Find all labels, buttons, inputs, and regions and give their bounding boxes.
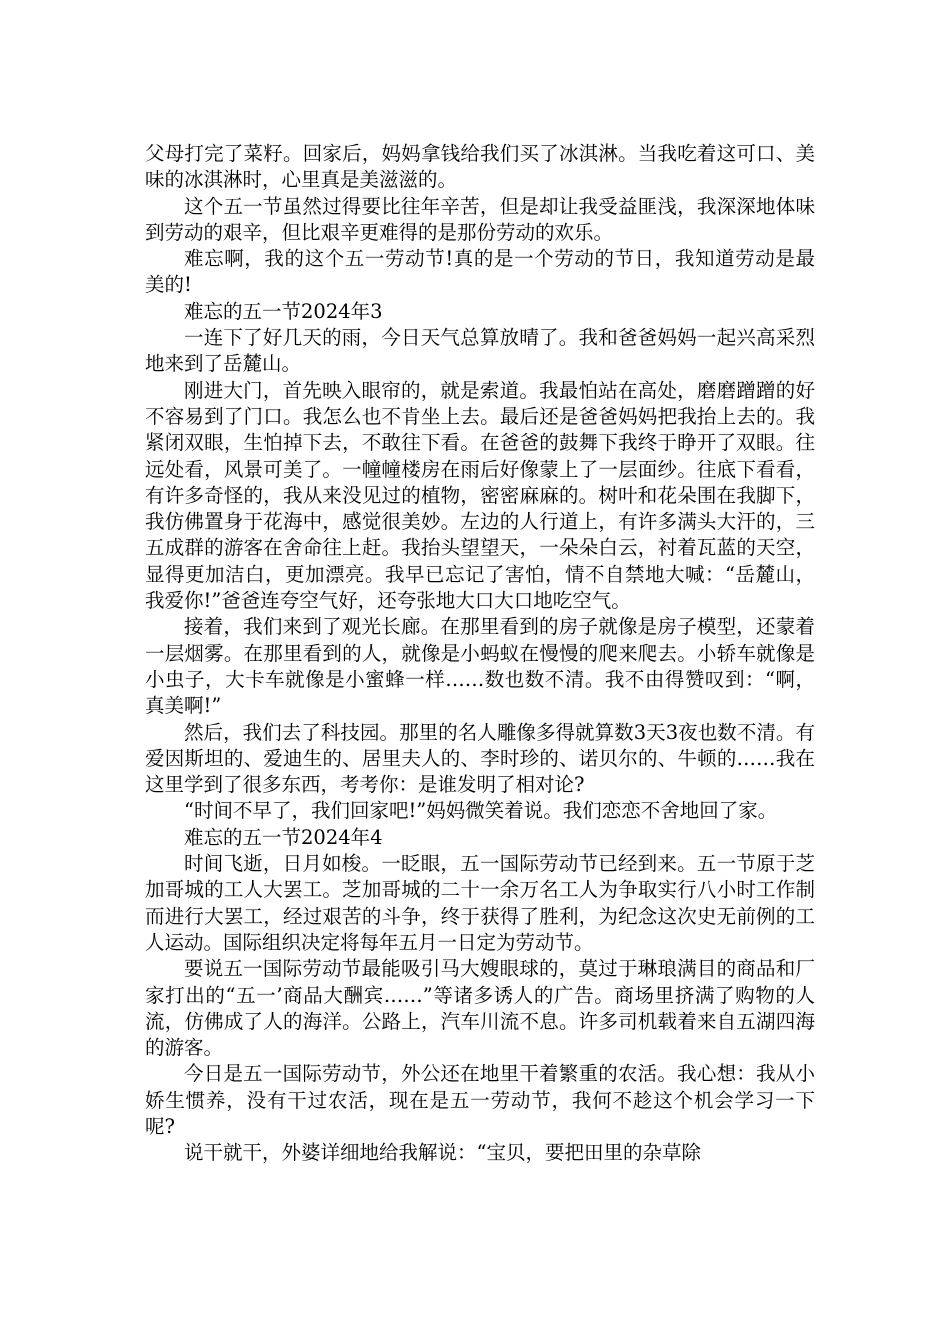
- document-body: [145, 141, 815, 1167]
- section-heading-4: 难忘的五一节2024年4: [184, 825, 383, 849]
- paragraph-5: 刚进大门，首先映入眼帘的，就是索道。我最怕站在高处，磨磨蹭蹭的好不容易到了门口。我怎么也不肯坐上去。最后还是爸爸妈妈把我抬上去的。我紧闭双眼，生怕掉下去，不敢往下看。在爸爸的鼓舞下我终于睁开了双眼。往远处看，风景可美了。一幢幢楼房在雨后好像蒙上了一层面纱。往底下看看，有许多奇怪的，我从来没见过的植物，密密麻麻的。树叶和花朵围在我脚下，我仿佛置身于花海中，感觉很美妙。左边的人行道上，有许多满头大汗的，三五成群的游客在舍命往上赶。我抬头望望天，一朵朵白云，衬着瓦蓝的天空，显得更加洁白，更加漂亮。我早已忘记了害怕，情不自禁地大喊：“岳麓山，我爱你!”爸爸连夸空气好，还夸张地大口大口地吃空气。: [145, 378, 815, 613]
- section-heading-3: 难忘的五一节2024年3: [184, 299, 383, 323]
- paragraph-3: 难忘啊，我的这个五一劳动节!真的是一个劳动的节日，我知道劳动是最美的!: [145, 247, 815, 297]
- paragraph-7: 然后，我们去了科技园。那里的名人雕像多得就算数3天3夜也数不清。有爱因斯坦的、爱迪生的、居里夫人的、李时珍的、诺贝尔的、牛顿的……我在这里学到了很多东西，考考你：是谁发明了相对论?: [145, 720, 815, 797]
- paragraph-1: 父母打完了菜籽。回家后，妈妈拿钱给我们买了冰淇淋。当我吃着这可口、美味的冰淇淋时，心里真是美滋滋的。: [145, 142, 815, 192]
- paragraph-8: “时间不早了，我们回家吧!”妈妈微笑着说。我们恋恋不舍地回了家。: [184, 799, 778, 823]
- paragraph-2: 这个五一节虽然过得要比往年辛苦，但是却让我受益匪浅，我深深地体味到劳动的艰辛，但比艰辛更难得的是那份劳动的欢乐。: [145, 194, 815, 244]
- paragraph-4: 一连下了好几天的雨，今日天气总算放晴了。我和爸爸妈妈一起兴高采烈地来到了岳麓山。: [145, 326, 815, 376]
- paragraph-6: 接着，我们来到了观光长廊。在那里看到的房子就像是房子模型，还蒙着一层烟雾。在那里看到的人，就像是小蚂蚁在慢慢的爬来爬去。小轿车就像是小虫子，大卡车就像是小蜜蜂一样……数也数不清。我不由得赞叹到：“啊，真美啊!”: [145, 615, 815, 718]
- paragraph-11: 今日是五一国际劳动节，外公还在地里干着繁重的农活。我心想：我从小娇生惯养，没有干过农活，现在是五一劳动节，我何不趁这个机会学习一下呢?: [145, 1062, 815, 1138]
- paragraph-12: 说干就干，外婆详细地给我解说：“宝贝，要把田里的杂草除: [184, 1141, 701, 1165]
- paragraph-9: 时间飞逝，日月如梭。一眨眼，五一国际劳动节已经到来。五一节原于芝加哥城的工人大罢工。芝加哥城的二十一余万名工人为争取实行八小时工作制而进行大罢工，经过艰苦的斗争，终于获得了胜利，为纪念这次史无前例的工人运动。国际组织决定将每年五月一日定为劳动节。: [145, 852, 815, 954]
- paragraph-10: 要说五一国际劳动节最能吸引马大嫂眼球的，莫过于琳琅满目的商品和厂家打出的“五一’商品大酬宾……”等诸多诱人的广告。商场里挤满了购物的人流，仿佛成了人的海洋。公路上，汽车川流不息。许多司机载着来自五湖四海的游客。: [145, 957, 815, 1060]
